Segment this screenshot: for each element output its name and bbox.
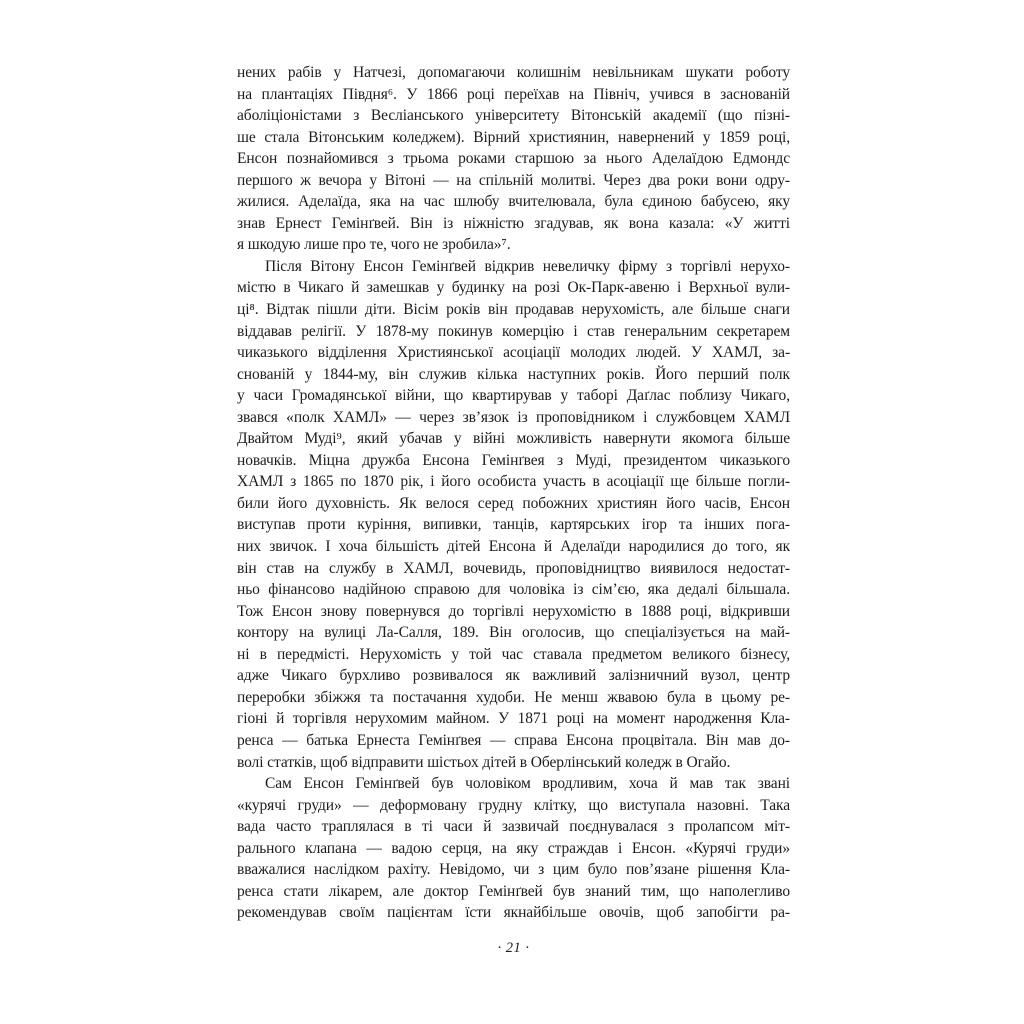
text-line: Двайтом Муді⁹, який убачав у війні можливість навернути якомога більше [237, 430, 790, 448]
text-line: аболіціоністами з Весліанського університету Вітонській академії (що пізні- [237, 107, 790, 125]
text-line: гіоні й торгівля нерухомим майном. У 1871 році на момент народження Кла- [237, 710, 790, 728]
text-line: переробки збіжжя та постачання худоби. Не менш жвавою була в цьому ре- [237, 688, 790, 706]
text-line: я шкодую лише про те, чого не зробила»⁷. [237, 236, 511, 254]
paragraph [237, 256, 790, 773]
text-line: першого ж вечора у Вітоні — на спільній молитві. Через два роки вони одру- [237, 171, 790, 189]
text-line: ше стала Вітонським коледжем). Вірний християнин, навернений у 1859 році, [237, 128, 790, 146]
text-line: адже Чикаго бурхливо розвивалося як важливий залізничний вузол, центр [237, 667, 790, 685]
text-line: Після Вітону Енсон Гемінґвей відкрив невеличку фірму з торгівлі нерухо- [265, 257, 790, 275]
text-line: «курячі груди» — деформовану грудну клітку, що виступала назовні. Така [237, 796, 790, 814]
text-line: віддавав релігії. У 1878-му покинув комерцію і став генеральним секретарем [237, 322, 790, 340]
paragraph [237, 773, 790, 924]
text-line: Тож Енсон знову повернувся до торгівлі нерухомістю в 1888 році, відкривши [237, 602, 790, 620]
text-line: чиказького відділення Християнської асоціації молодих людей. У ХАМЛ, за- [237, 344, 790, 362]
page-text-block [237, 62, 790, 924]
text-line: новачків. Міцна дружба Енсона Гемінґвея з Муді, президентом чиказького [237, 451, 790, 469]
text-line: снованій у 1844-му, він служив кілька наступних років. Його перший полк [237, 365, 790, 383]
text-line: волі статків, щоб відправити шістьох дітей в Оберлінський коледж в Огайо. [237, 753, 731, 771]
text-line: били його духовність. Як велося серед побожних християн його часів, Енсон [237, 494, 790, 512]
text-line: виступав проти куріння, випивки, танців, картярських ігор та інших пога- [237, 516, 790, 534]
paragraph [237, 62, 790, 256]
text-line: вада часто траплялася в ті часи й зазвичай поєднувалася з пролапсом міт- [237, 818, 790, 836]
page-number: · 21 · [497, 940, 530, 956]
text-line: ні в передмісті. Нерухомість у той час ставала предметом великого бізнесу, [237, 645, 790, 663]
text-line: них звичок. І хоча більшість дітей Енсона й Аделаїди народилися до того, як [237, 538, 790, 556]
text-line: ренса — батька Ернеста Гемінґвея — справа Енсона процвітала. Він мав до- [237, 731, 790, 749]
text-line: ньо фінансово надійною справою для чоловіка із сім’єю, яка дедалі більшала. [237, 581, 790, 599]
text-line: ці⁸. Відтак пішли діти. Вісім років він продавав нерухомість, але більше снаги [237, 301, 790, 319]
text-line: ХАМЛ з 1865 по 1870 рік, і його особиста участь в асоціації ще більше погли- [237, 473, 790, 491]
text-line: Енсон познайомився з трьома роками старшою за нього Аделаїдою Едмондс [237, 150, 790, 168]
text-line: на плантаціях Півдня⁶. У 1866 році переїхав на Північ, учився в заснованій [237, 85, 790, 103]
text-line: рального клапана — вадою серця, на яку страждав і Енсон. «Курячі груди» [237, 839, 790, 857]
text-line: містю в Чикаго й замешкав у будинку на розі Ок-Парк-авеню і Верхньої вули- [237, 279, 790, 297]
text-line: рекомендував своїм пацієнтам їсти якнайбільше овочів, щоб запобігти ра- [237, 904, 790, 922]
text-line: вважалися наслідком рахіту. Невідомо, чи з цим було пов’язане рішення Кла- [237, 861, 790, 879]
text-line: знав Ернест Гемінґвей. Він із ніжністю згадував, як вона казала: «У житті [237, 214, 790, 232]
text-line: контору на вулиці Ла-Салля, 189. Він оголосив, що спеціалізується на май- [237, 624, 790, 642]
text-line: Сам Енсон Гемінґвей був чоловіком вродливим, хоча й мав так звані [265, 775, 790, 793]
text-line: він став на службу в ХАМЛ, вочевидь, проповідництво виявилося недостат- [237, 559, 790, 577]
text-line: жилися. Аделаїда, яка на час шлюбу вчителювала, була єдиною бабусею, яку [237, 193, 790, 211]
text-line: ренса стати лікарем, але доктор Гемінґвей був знаний тим, що наполегливо [237, 882, 790, 900]
text-line: звався «полк ХАМЛ» — через зв’язок із проповідником і службовцем ХАМЛ [237, 408, 790, 426]
text-line: у часи Громадянської війни, що квартирував у таборі Даґлас поблизу Чикаго, [237, 387, 790, 405]
text-line: нених рабів у Натчезі, допомагаючи колишнім невільникам шукати роботу [237, 64, 790, 81]
